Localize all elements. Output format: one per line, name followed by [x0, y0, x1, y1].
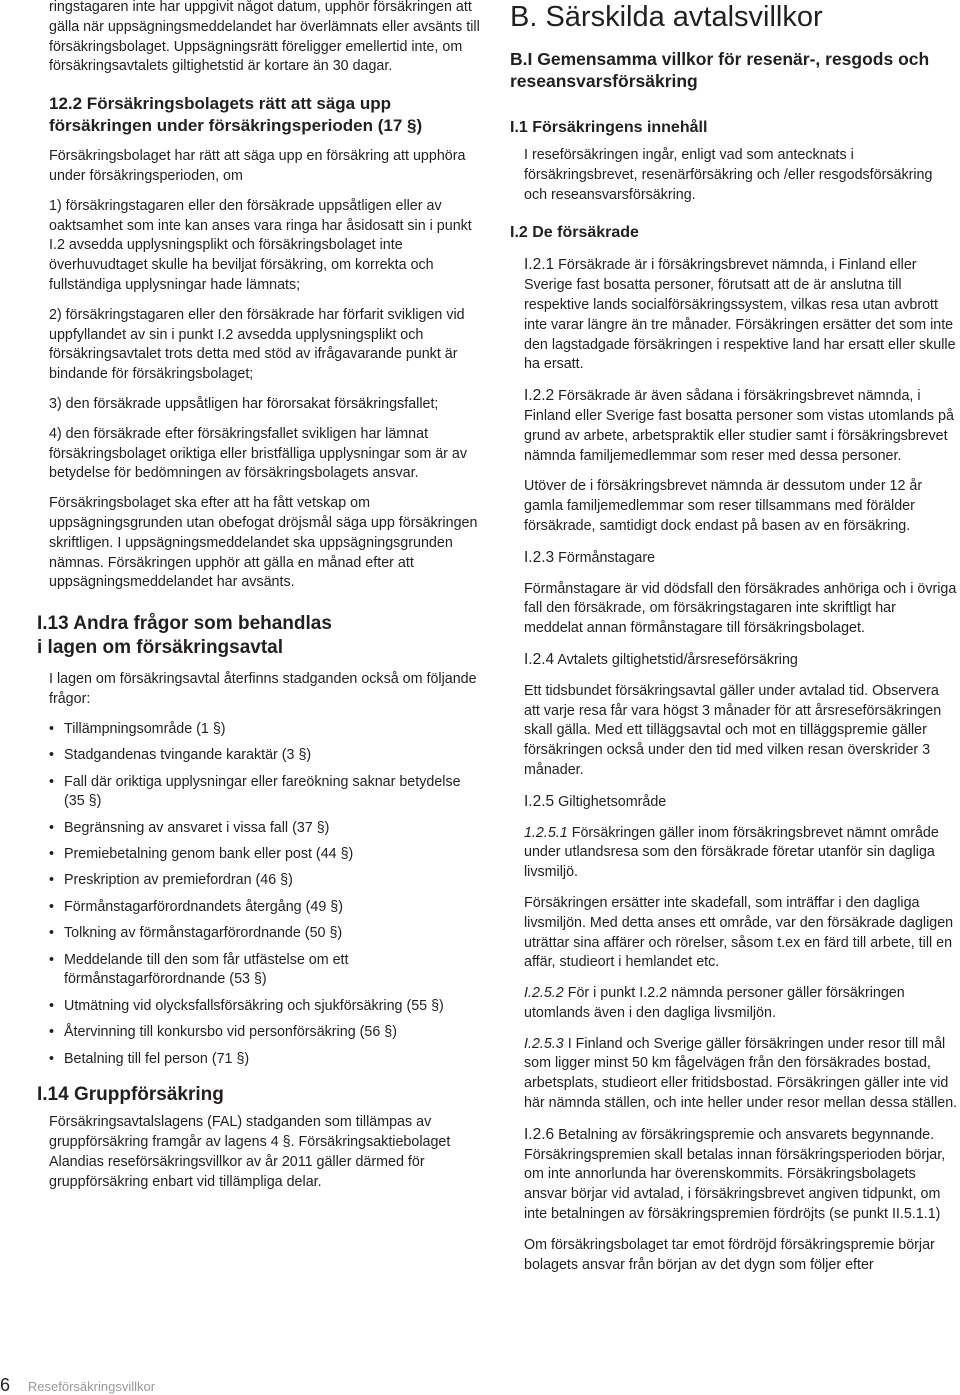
list-item: • Begränsning av ansvaret i vissa fall (37 §)	[49, 819, 484, 839]
list-item: • Tillämpningsområde (1 §)	[49, 720, 484, 740]
part-b-subtitle: B.I Gemensamma villkor för resenär-, resgods och reseansvarsförsäkring	[510, 49, 930, 91]
clause-label: Giltighetsområde	[558, 793, 667, 810]
clause-label: Förmånstagare	[558, 549, 656, 566]
list-item: • Meddelande till den som får utfästelse om ett förmånstagarförordnande (53 §)	[49, 951, 484, 991]
clause-number: I.2.5.2	[524, 985, 564, 1002]
section-12-2-para-1: Försäkringsbolaget har rätt att säga upp en försäkring att upphöra under försäkringsperioden, om	[49, 148, 466, 184]
clause-number: I.2.5.3	[524, 1035, 564, 1052]
left-column	[37, 0, 484, 1193]
clause-text: För i punkt I.2.2 nämnda personer gäller försäkringen utomlands även i den dagliga livsmiljön.	[524, 985, 905, 1021]
section-i2-4-heading	[510, 650, 958, 671]
clause-number: I.2.2	[524, 387, 555, 405]
list-item: • Stadgandenas tvingande karaktär (3 §)	[49, 746, 484, 766]
list-item: • Förmånstagarförordnandets återgång (49 §)	[49, 898, 484, 918]
clause-text: I Finland och Sverige gäller försäkringen under resor till mål som ligger minst 50 km fågelvägen från den försäkrades bostad, arbetsplats, studieort eller fritidsbostad. Försäkringen gäller inte vid här nämnda ställen, och inte heller under resor mellan dessa ställen.	[524, 1035, 958, 1112]
page-footer	[0, 1376, 155, 1395]
section-i2-2	[510, 386, 958, 466]
page-number: 6	[0, 1375, 11, 1395]
clause-number: I.2.6	[524, 1125, 555, 1143]
section-i2-5-1	[510, 824, 958, 883]
section-12-2-para-5: 4) den försäkrade efter försäkringsfallet svikligen har lämnat försäkringsbolaget oriktiga eller bristfälliga upplysningar som är av betydelse för bedömningen av försäkringsbolagets ansvar.	[49, 425, 467, 482]
clause-number: I.2.4	[524, 650, 555, 668]
section-12-2-heading: 12.2 Försäkringsbolagets rätt att säga upp försäkringen under försäkringsperioden (17 §)	[49, 94, 423, 136]
clause-text: Försäkringen gäller inom försäkringsbrevet nämnt område under utlandsresa som den försäkrade företar utanför sin dagliga livsmiljö.	[524, 824, 939, 881]
section-i2-3-para: Förmånstagare är vid dödsfall den försäkrades anhöriga och i övriga fall den försäkrade, om försäkringstagaren inte skriftligt har meddelat annan förmånstagare till försäkringsbolaget.	[524, 580, 957, 637]
section-i2-5-heading	[510, 792, 958, 813]
clause-text: Försäkrade är i försäkringsbrevet nämnda, i Finland eller Sverige fast bosatta personer, förutsatt att de är anslutna till respektive lands socialförsäkringssystem, vilkas resa utan avbrott inte varar längre än tre månader. Försäkringen ersätter det som inte den lagstadgade försäkringen i respektive land har ersatt eller skulle ha ersatt.	[524, 257, 956, 373]
section-12-2-para-4: 3) den försäkrade uppsåtligen har förorsakat försäkringsfallet;	[49, 395, 439, 412]
running-title: Reseförsäkringsvillkor	[27, 1379, 156, 1394]
list-item: • Betalning till fel person (71 §)	[49, 1050, 484, 1070]
section-i2-5-2	[510, 984, 958, 1024]
list-item: • Tolkning av förmånstagarförordnande (50 §)	[49, 924, 484, 944]
section-13-list	[49, 720, 484, 1070]
clause-text: Betalning av försäkringspremie och ansvarets begynnande. Försäkringspremien skall betalas innan försäkringsperioden börjar, om inte annorlunda har överenskommits. Försäkringsbolagets ansvar börjar vid avtalad, i försäkringsbrevet angiven tidpunkt, om inte betalningen av försäkringspremien fördröjts (se punkt II.5.1.1)	[524, 1126, 946, 1223]
clause-number: I.2.5	[524, 792, 555, 810]
section-i2-3-heading	[510, 548, 958, 569]
list-item: • Fall där oriktiga upplysningar eller fareökning saknar betydelse (35 §)	[49, 773, 484, 813]
clause-number: 1.2.5.1	[524, 824, 568, 841]
section-i2-1	[510, 255, 958, 375]
section-i2-6	[510, 1125, 958, 1225]
section-13-intro: I lagen om försäkringsavtal återfinns stadganden också om följande frågor:	[49, 671, 477, 707]
section-i2-2-cont: Utöver de i försäkringsbrevet nämnda är dessutom under 12 år gamla familjemedlemmar som reser tillsammans med förälder försäkrade, samtidigt dock endast på basen av en försäkring.	[524, 478, 923, 534]
section-i2-4-para: Ett tidsbundet försäkringsavtal gäller under avtalad tid. Observera att varje resa får vara högst 3 månader för att årsreseförsäkringen skall gälla. Med ett tilläggsavtal och mot en tilläggspremie gäller försäkringen också under den tid med vilken resan överskrider 3 månader.	[524, 682, 942, 778]
section-13-heading: I.13 Andra frågor som behandlas i lagen om försäkringsavtal	[37, 613, 332, 659]
list-item: • Preskription av premiefordran (46 §)	[49, 871, 484, 891]
section-12-2-para-3: 2) försäkringstagaren eller den försäkrade har förfarit svikligen vid uppfyllandet av sin i punkt I.2 avsedda upplysningsplikt och försäkringsavtalet trots detta med stöd av ifrågavarande punkt är bindande för försäkringsbolaget;	[49, 306, 465, 383]
list-item: • Utmätning vid olycksfallsförsäkring och sjukförsäkring (55 §)	[49, 997, 484, 1017]
list-item: • Återvinning till konkursbo vid personförsäkring (56 §)	[49, 1023, 484, 1043]
intro-paragraph: ringstagaren inte har uppgivit något datum, upphör försäkringen att gälla när uppsägningsmeddelandet har överlämnats eller avsänts till försäkringsbolaget. Uppsägningsrätt föreligger emellertid inte, om försäkringsavtalets giltighetstid är kortare än 30 dagar.	[49, 0, 480, 75]
part-b-title: B. Särskilda avtalsvillkor	[510, 1, 823, 33]
clause-number: I.2.1	[524, 256, 555, 274]
section-12-2-para-2: 1) försäkringstagaren eller den försäkrade uppsåtligen eller av oaktsamhet som inte kan anses vara ringa har åsidosatt sin i punkt I.2 avsedda upplysningsplikt och försäkringsbolaget inte överhuvudtaget skulle ha beviljat försäkring, om korrekta och fullständiga upplysningar hade lämnats;	[49, 197, 472, 293]
clause-number: I.2.3	[524, 548, 555, 566]
section-14-para: Försäkringsavtalslagens (FAL) stadganden som tillämpas av gruppförsäkring framgår av lagens 4 §. Försäkringsaktiebolaget Alandias reseförsäkringsvillkor av år 2011 gäller därmed för gruppförsäkring enbart vid tillämpliga delar.	[49, 1114, 451, 1190]
clause-label: Avtalets giltighetstid/årsreseförsäkring	[557, 651, 798, 668]
section-i2-5-1-cont: Försäkringen ersätter inte skadefall, som inträffar i den dagliga livsmiljön. Med detta anses ett område, var den försäkrade dagligen uträttar sina affärer och rörelser, såsom t.ex en färd till arbete, till en affär, studieort i hemlandet etc.	[524, 894, 954, 971]
section-i1-heading: I.1 Försäkringens innehåll	[510, 119, 708, 136]
section-12-2-para-6: Försäkringsbolaget ska efter att ha fått vetskap om uppsägningsgrunden utan obefogat dröjsmål säga upp försäkringen skriftligen. I uppsägningsmeddelandet ska uppsägningsgrunden nämnas. Försäkringen upphör att gälla en månad efter att uppsägningsmeddelandet har avsänts.	[49, 495, 478, 591]
section-i2-6-cont: Om försäkringsbolaget tar emot fördröjd försäkringspremie börjar bolagets ansvar från början av det dygn som följer efter	[524, 1236, 935, 1273]
section-i2-5-3	[510, 1035, 958, 1114]
clause-text: Försäkrade är även sådana i försäkringsbrevet nämnda, i Finland eller Sverige fast bosatta personer som vistas utomlands på grund av arbete, arbetspraktik eller studier samt i försäkringsbrevet nämnda familjemedlemmar som reser med dessa personer.	[524, 388, 954, 464]
section-i1-para: I reseförsäkringen ingår, enligt vad som antecknats i försäkringsbrevet, resenärförsäkring och /eller resgodsförsäkring och reseansvarsförsäkring.	[524, 147, 933, 203]
section-i2-heading: I.2 De försäkrade	[510, 224, 639, 242]
list-item: • Premiebetalning genom bank eller post (44 §)	[49, 845, 484, 865]
section-14-heading: I.14 Gruppförsäkring	[37, 1084, 224, 1106]
right-column	[510, 0, 958, 1275]
